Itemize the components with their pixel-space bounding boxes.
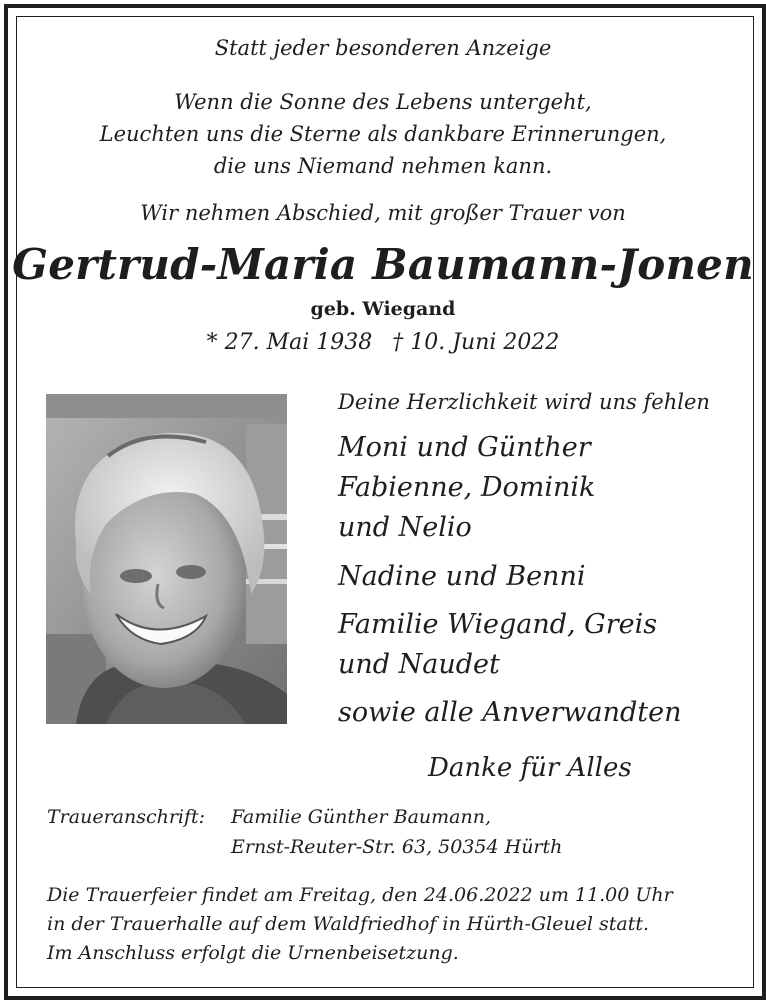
miss-line: Deine Herzlichkeit wird uns fehlen [338,390,710,414]
address-line: Familie Günther Baumann, [231,806,492,828]
poem-line: die uns Niemand nehmen kann. [213,154,553,178]
birth-name: geb. Wiegand [310,298,456,320]
ceremony-notice-line: Die Trauerfeier findet am Freitag, den 24.06.2022 um 11.00 Uhr [47,884,673,906]
birth-date: * 27. Mai 1938 [206,330,373,355]
ceremony-notice-line: Im Anschluss erfolgt die Urnenbeisetzung. [47,942,459,964]
mourner-line: Fabienne, Dominik [338,472,596,503]
address-line: Ernst-Reuter-Str. 63, 50354 Hürth [231,836,563,858]
deceased-name: Gertrud-Maria Baumann-Jonen [12,240,754,289]
thanks-line: Danke für Alles [428,753,632,783]
mourner-line: Familie Wiegand, Greis [338,609,658,640]
mourner-line: und Nelio [338,512,472,543]
poem [0,86,766,182]
header-line: Statt jeder besonderen Anzeige [214,36,552,60]
portrait-image [46,394,287,724]
mourner-line: Nadine und Benni [338,561,586,592]
farewell-line: Wir nehmen Abschied, mit großer Trauer von [140,201,626,225]
mourner-line: und Naudet [338,649,500,680]
address-label: Traueranschrift: [47,806,206,828]
life-dates [0,330,766,355]
mourner-line: sowie alle Anverwandten [338,697,682,728]
portrait-photo [46,394,287,724]
death-date: † 10. Juni 2022 [392,330,560,355]
poem-line: Wenn die Sonne des Lebens untergeht, [174,90,592,114]
ceremony-notice-line: in der Trauerhalle auf dem Waldfriedhof in Hürth-Gleuel statt. [47,913,650,935]
poem-line: Leuchten uns die Sterne als dankbare Erinnerungen, [99,122,667,146]
mourner-line: Moni und Günther [338,432,591,463]
